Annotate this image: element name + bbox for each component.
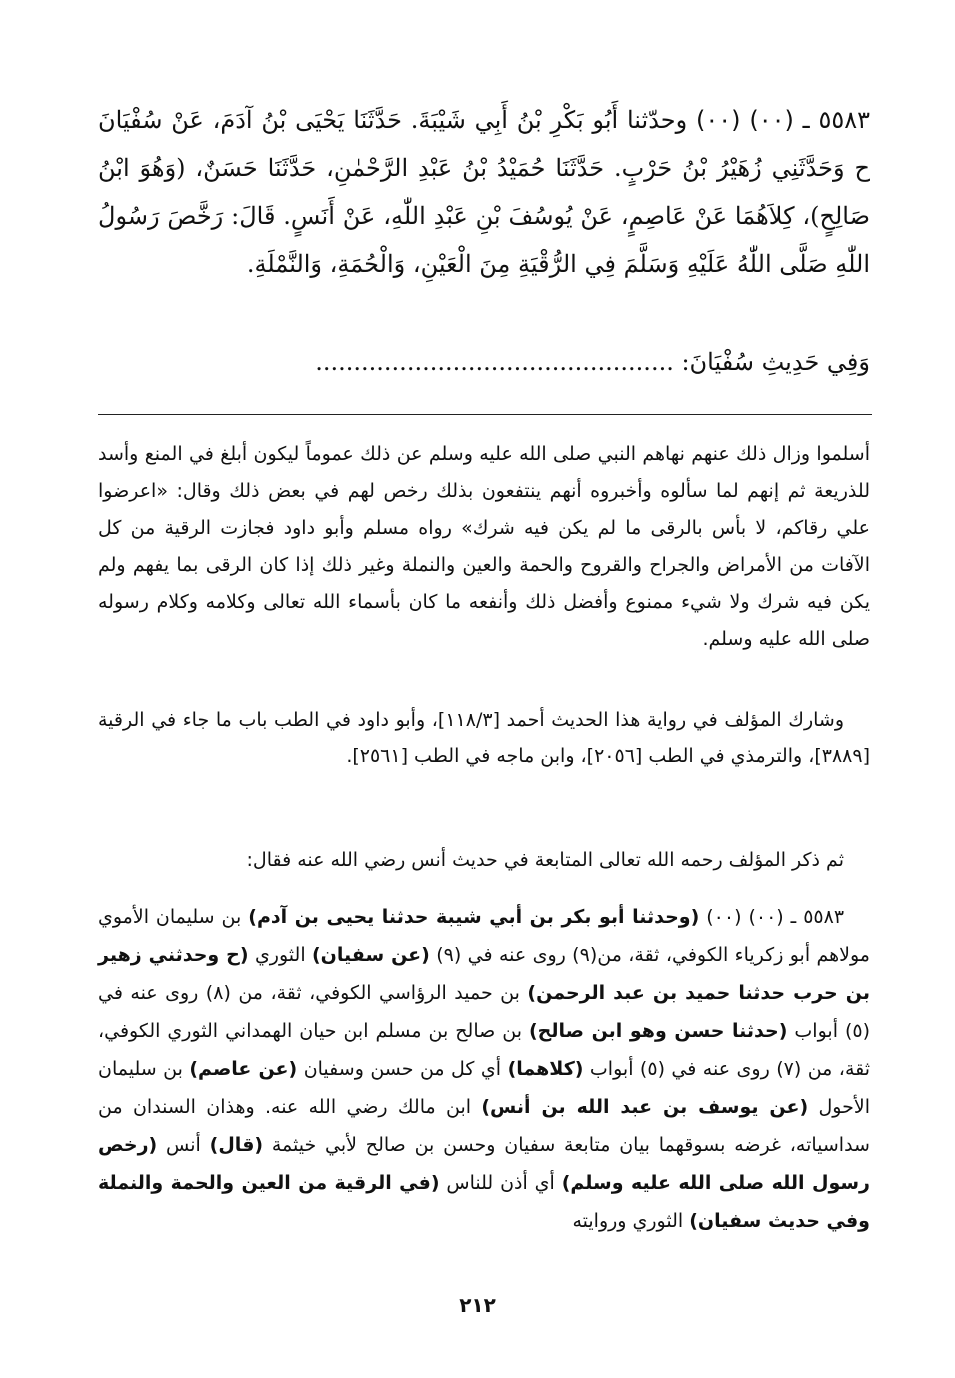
commentary-plain: بن حميد الرؤاسي الكوفي، ثقة، من (٨) روى عنه في (٥) أبواب xyxy=(98,982,871,1042)
commentary-bold-quote: (قال) xyxy=(209,1134,264,1156)
commentary-paragraph-2 xyxy=(98,702,870,774)
commentary-bold-quote: (حدثنا حسن وهو ابن صالح) xyxy=(529,1020,788,1042)
commentary-plain: أنس xyxy=(166,1134,201,1156)
commentary-bold-quote: (عن عاصم) xyxy=(189,1058,298,1080)
commentary-bold-quote: (في الرقية من العين والحمة والنملة وفي حديث سفيان) xyxy=(98,1172,870,1232)
commentary-plain: ٥٥٨٣ ـ (٠٠) (٠٠) xyxy=(706,906,845,928)
hadith-text-block xyxy=(98,96,870,288)
commentary-bold-quote: (ح وحدثني زهير بن حرب حدثنا حميد بن عبد الرحمن) xyxy=(98,944,871,1004)
commentary-text: وشارك المؤلف في رواية هذا الحديث أحمد [١١٨/٣]، وأبو داود في الطب باب ما جاء في الرقية [٣٨٨٩]، والترمذي في الطب [٢٠٥٦]، وابن ماجه في الطب [٢٥٦١]. xyxy=(98,709,870,767)
commentary-plain: الثوري xyxy=(254,944,306,966)
commentary-plain: ابن مالك رضي الله عنه. وهذان السندان من سداسياته، غرضه بسوقهما بيان متابعة سفيان وحسن بن صالح لأبي خيثمة xyxy=(98,1096,870,1156)
hadith-number: ٥٥٨٣ ـ (٠٠) (٠٠) xyxy=(696,106,870,134)
commentary-plain: أي أذن للناس xyxy=(446,1172,555,1194)
commentary-paragraph-1 xyxy=(98,436,870,658)
commentary-text: ثم ذكر المؤلف رحمه الله تعالى المتابعة في حديث أنس رضي الله عنه فقال: xyxy=(246,849,844,871)
page-number: ٢١٢ xyxy=(459,1293,496,1317)
commentary-paragraph-4 xyxy=(98,898,870,1240)
commentary-plain: الثوري وروايته xyxy=(572,1210,684,1232)
commentary-text: أسلموا وزال ذلك عنهم نهاهم النبي صلى الله عليه وسلم عن ذلك عموماً ليكون أبلغ في المنع وأسد للذريعة ثم إنهم لما سألوه وأخبروه أنهم ينتفعون بذلك رخص لهم في بعض ذلك وقال: «اعرضوا علي رقاكم، لا بأس بالرقى ما لم يكن فيه شرك» رواه مسلم وأبو داود فجازت الرقية من كل الآفات من الأمراض والجراح والقروح والحمة والعين والنملة وغير ذلك إذا كان الرقى بما يفهم ولم يكن فيه شرك ولا شيء ممنوع وأفضل ذلك وأنفعه ما كان بأسماء الله تعالى وكلامه وكلام رسوله صلى الله عليه وسلم. xyxy=(98,443,870,650)
footnote-separator-rule xyxy=(98,414,872,415)
commentary-plain: بن سليمان الأحول xyxy=(98,1058,870,1118)
commentary-bold-quote: (رخص رسول الله صلى الله عليه وسلم) xyxy=(98,1134,870,1194)
commentary-bold-quote: (عن سفيان) xyxy=(311,944,430,966)
commentary-bold-quote: (كلاهما) xyxy=(507,1058,584,1080)
commentary-plain: بن صالح بن مسلم ابن حيان الهمداني الثوري الكوفي، ثقة، من (٧) روى عنه في (٥) أبواب xyxy=(98,1020,871,1080)
commentary-bold-quote: (عن يوسف بن عبد الله بن أنس) xyxy=(481,1096,809,1118)
hadith-text: وحدّثنا أَبُو بَكْرِ بْنُ أَبِي شَيْبَةَ. حَدَّثَنَا يَحْيَى بْنُ آدَمَ، عَنْ سُفْيَانَ ح وَحَدَّثَنِي زُهَيْرُ بْنُ حَرْبٍ. حَدَّثَنَا حُمَيْدُ بْنُ عَبْدِ الرَّحْمٰنِ، حَدَّثَنَا حَسَنٌ، (وَهُوَ ابْنُ صَالِحٍ)، كِلاَهُمَا عَنْ عَاصِمٍ، عَنْ يُوسُفَ بْنِ عَبْدِ اللّٰهِ، عَنْ أَنَسٍ. قَالَ: رَخَّصَ رَسُولُ اللّٰهِ صَلَّى اللّٰهُ عَلَيْهِ وَسَلَّمَ فِي الرُّقْيَةِ مِنَ الْعَيْنِ، وَالْحُمَةِ، وَالنَّمْلَةِ. xyxy=(98,106,871,278)
commentary-plain: بن سليمان الأموي مولاهم أبو زكرياء الكوفي، ثقة، من(٩) روى عنه في (٩) xyxy=(98,906,870,966)
commentary-bold-quote: (وحدثنا أبو بكر بن أبي شيبة حدثنا يحيى بن آدم) xyxy=(248,906,700,928)
ellipsis-dots: ............................................... xyxy=(315,348,674,376)
hadith-end-label: وَفِي حَدِيثِ سُفْيَانَ: xyxy=(681,348,870,376)
hadith-continuation-line xyxy=(98,342,870,382)
commentary-paragraph-3 xyxy=(98,842,870,878)
commentary-plain: أي كل من حسن وسفيان xyxy=(303,1058,502,1080)
